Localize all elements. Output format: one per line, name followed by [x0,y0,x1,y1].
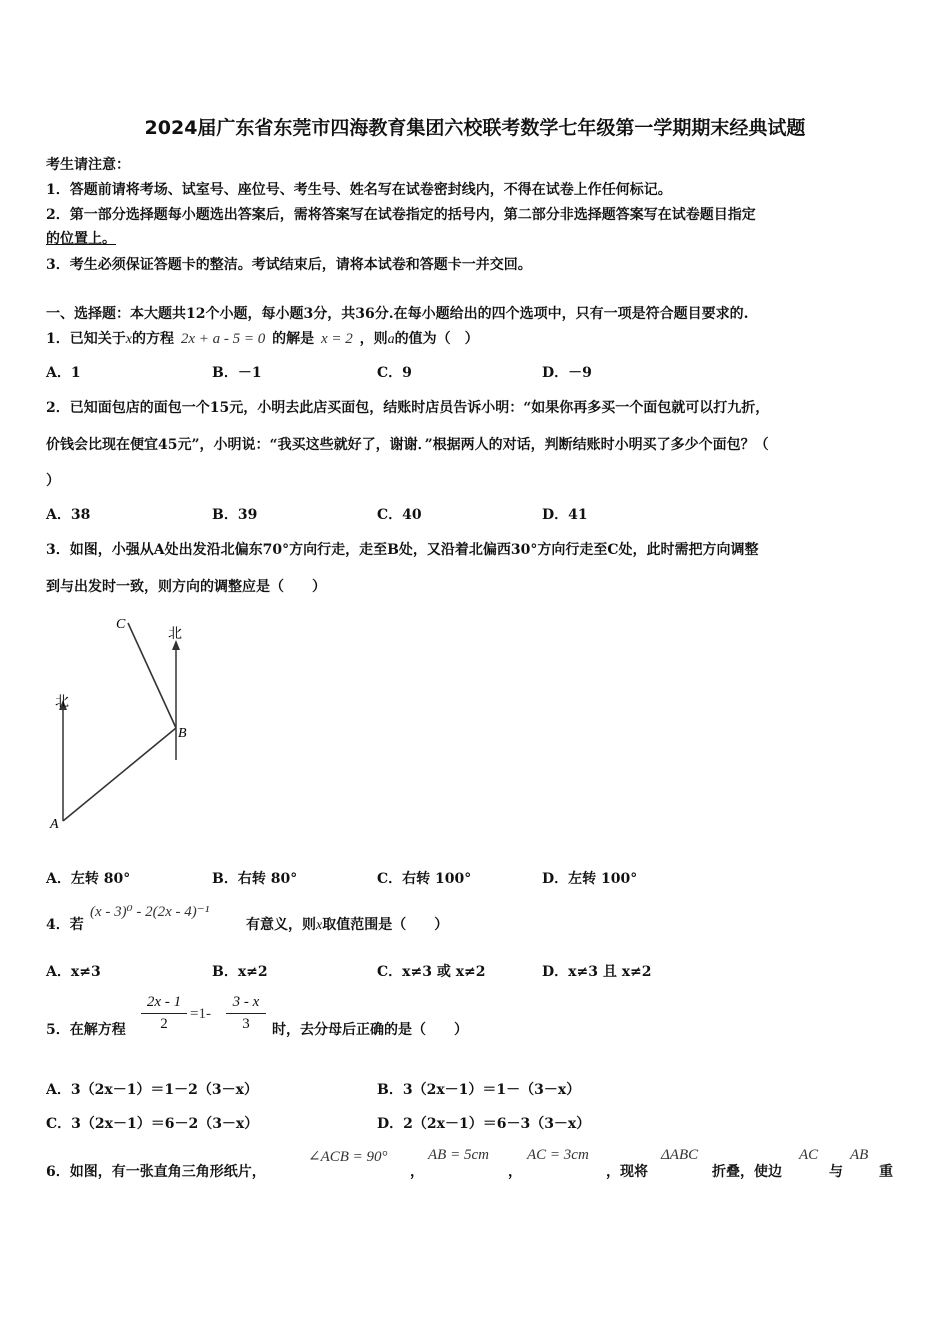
question-3-line: 3．如图，小强从A处出发沿北偏东70°方向行走，走至B处，又沿着北偏西30°方向行走至C处，此时需把方向调整 [46,542,759,558]
option: A．左转 80° [46,871,131,887]
question-5-suffix: 时，去分母后正确的是（ ） [272,1022,468,1038]
option: D．x≠3 且 x≠2 [542,964,652,980]
question-4-prefix: 4．若 [46,917,84,933]
option: A．38 [46,507,91,523]
question-6-prefix: 6．如图，有一张直角三角形纸片， [46,1164,266,1180]
question-6-text: 重 [879,1164,893,1180]
question-3-line: 到与出发时一致，则方向的调整应是（ ） [46,579,326,595]
direction-figure [40,608,210,838]
equals: =1- [190,1006,211,1022]
expression: (x - 3)⁰ - 2(2x - 4)⁻¹ [90,904,210,920]
option: B．3（2x－1）＝1－（3－x） [377,1082,581,1098]
question-2-line: ） [46,473,60,489]
ac-length: AC = 3cm [527,1147,589,1163]
section-heading: 一、选择题：本大题共12个小题，每小题3分，共36分.在每小题给出的四个选项中，只有一项是符合题目要求的. [46,306,749,322]
option: D．左转 100° [542,871,638,887]
notice-item: 2．第一部分选择题每小题选出答案后，需将答案写在试卷指定的括号内，第二部分非选择题答案写在试卷题目指定 [46,207,756,223]
label-b: B [178,726,187,741]
option: A．3（2x－1）＝1－2（3－x） [46,1082,259,1098]
solution: x = 2 [321,331,353,347]
question-6-text: 与 [829,1164,843,1180]
north-label: 北 [55,694,69,710]
option: D．41 [542,507,588,523]
option: D．2（2x－1）＝6－3（3－x） [377,1116,591,1132]
question-6-text: 折叠，使边 [712,1164,782,1180]
notice-item: 3．考生必须保证答题卡的整洁。考试结束后，请将本试卷和答题卡一并交回。 [46,257,532,273]
question-6-text: ，现将 [606,1164,648,1180]
triangle: ΔABC [661,1147,699,1163]
option: C．3（2x－1）＝6－2（3－x） [46,1116,259,1132]
option: B．39 [212,507,258,523]
notice-heading: 考生请注意： [46,157,130,173]
page-title: 2024届广东省东莞市四海教育集团六校联考数学七年级第一学期期末经典试题 [144,117,806,139]
notice-item: 1．答题前请将考场、试室号、座位号、考生号、姓名写在试卷密封线内，不得在试卷上作任何标记。 [46,182,672,198]
option: A．1 [46,365,81,381]
question-2-line: 价钱会比现在便宜45元”，小明说：“我买这些就好了，谢谢．”根据两人的对话，判断结账时小明买了多少个面包？（ [46,437,769,453]
option: D．－9 [542,365,592,381]
fraction: 2x - 1 2 [141,994,187,1033]
label-a: A [50,817,59,832]
north-label: 北 [168,626,182,642]
edge-ab: AB [850,1147,869,1163]
comma: ， [410,1164,424,1180]
equation: 2x + a - 5 = 0 [180,331,266,347]
option: B．－1 [212,365,262,381]
angle: ∠ACB = 90° [308,1149,388,1165]
question-4: 有意义，则x取值范围是（ ） [246,917,449,933]
option: C．9 [377,365,412,381]
ab-length: AB = 5cm [428,1147,489,1163]
option: B．右转 80° [212,871,298,887]
option: C．x≠3 或 x≠2 [377,964,486,980]
option: C．40 [377,507,422,523]
question-2-line: 2．已知面包店的面包一个15元，小明去此店买面包，结账时店员告诉小明：“如果你再多买一个面包就可以打九折， [46,400,770,416]
label-c: C [116,617,126,632]
notice-item: 的位置上。 [46,231,116,247]
fraction: 3 - x 3 [226,994,266,1033]
option: C．右转 100° [377,871,472,887]
option: A．x≠3 [46,964,101,980]
option: B．x≠2 [212,964,268,980]
question-5-prefix: 5．在解方程 [46,1022,126,1038]
edge-ac: AC [799,1147,819,1163]
comma: ， [508,1164,522,1180]
question-1: 1．已知关于x的方程 2x + a - 5 = 0 的解是 x = 2 ，则a的值为（ ） [46,331,479,347]
